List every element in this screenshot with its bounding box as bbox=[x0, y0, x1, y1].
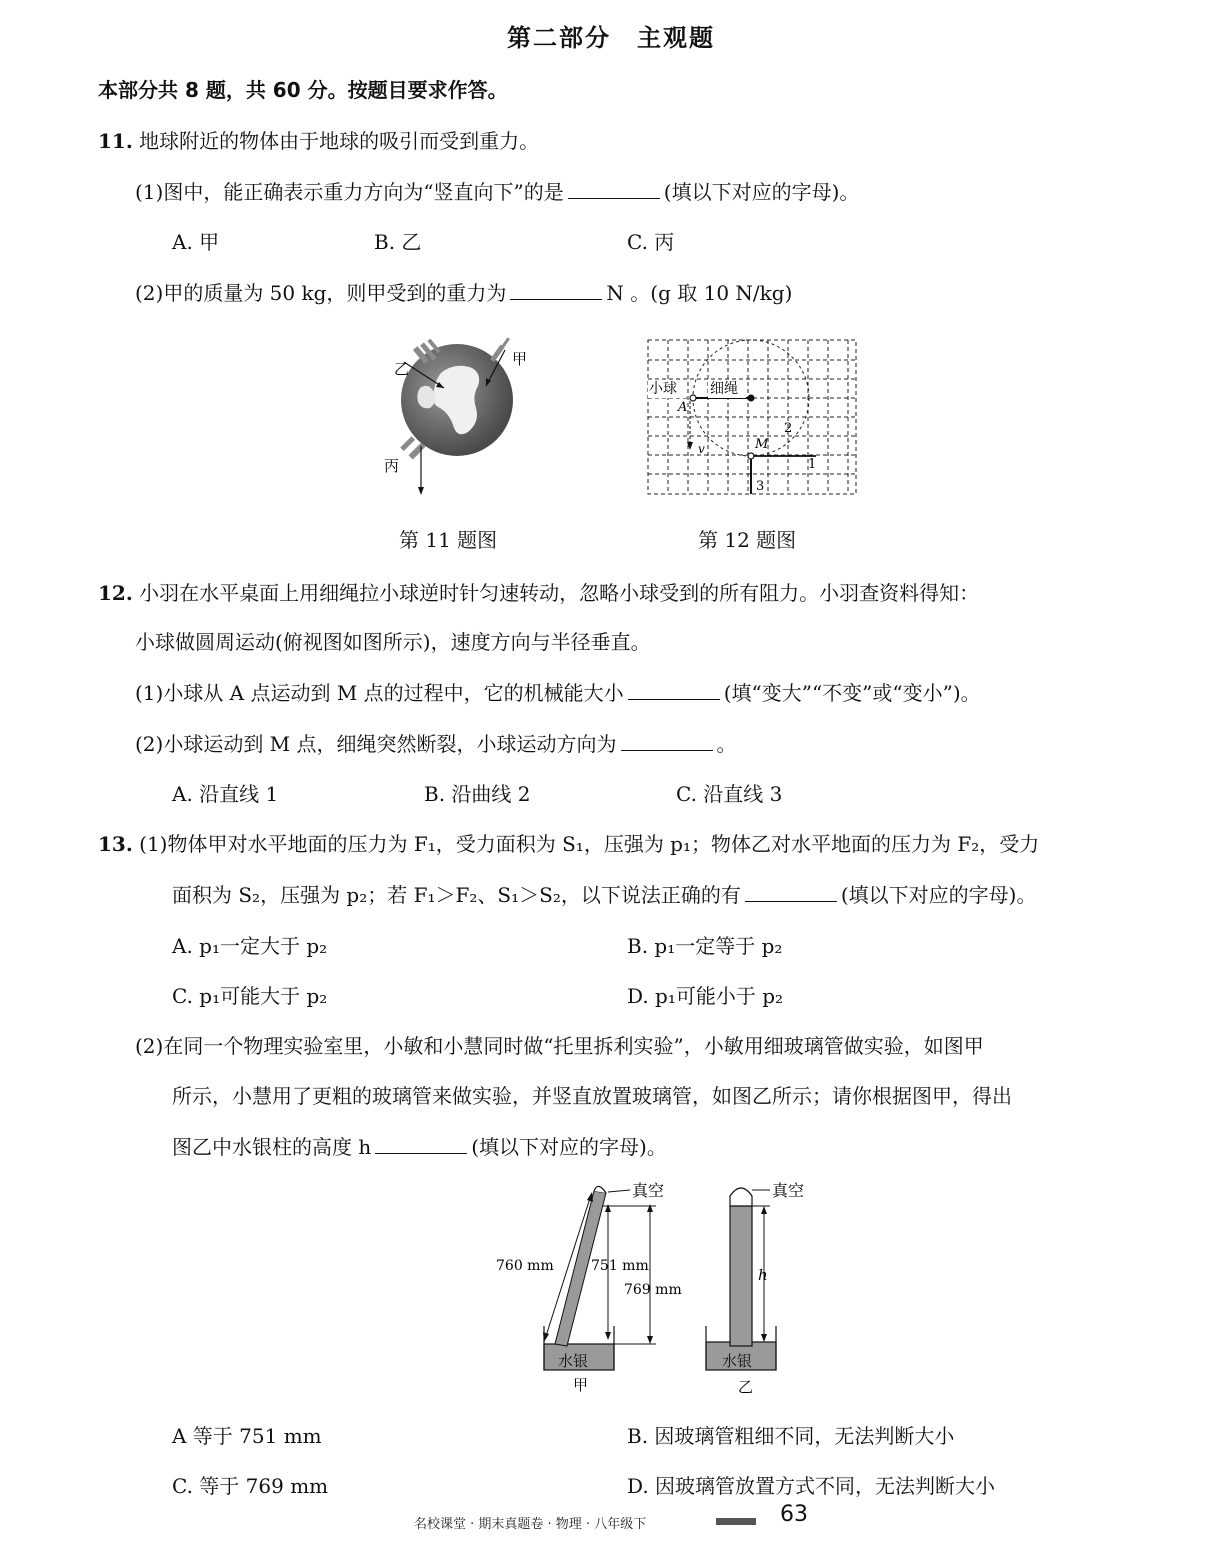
q13-part2-line3 bbox=[172, 1131, 667, 1160]
label-mercury-yi: 水银 bbox=[722, 1352, 753, 1370]
q13-part1-line2 bbox=[172, 879, 1036, 908]
q13-option1-b: B. p₁一定等于 p₂ bbox=[627, 934, 783, 958]
q11-option-c: C. 丙 bbox=[627, 230, 675, 254]
q13-option1-a: A. p₁一定大于 p₂ bbox=[172, 934, 328, 958]
label-mercury-jia: 水银 bbox=[558, 1352, 589, 1370]
q12-number: 12. bbox=[98, 581, 133, 605]
q13-option2-a: A 等于 751 mm bbox=[172, 1424, 322, 1448]
q11-part2 bbox=[135, 277, 792, 306]
section-intro: 本部分共 8 题，共 60 分。按题目要求作答。 bbox=[98, 78, 508, 102]
q11-part1-blank[interactable] bbox=[568, 180, 660, 199]
label-yi: 乙 bbox=[394, 360, 410, 378]
q13-option2-d: D. 因玻璃管放置方式不同，无法判断大小 bbox=[627, 1474, 996, 1498]
q13-option1-d: D. p₁可能小于 p₂ bbox=[627, 984, 784, 1008]
q13-option1-c: C. p₁可能大于 p₂ bbox=[172, 984, 328, 1008]
label-vacuum-jia: 真空 bbox=[632, 1181, 665, 1200]
label-ball: 小球 bbox=[649, 381, 677, 397]
q11-stem-text: 地球附近的物体由于地球的吸引而受到重力。 bbox=[139, 129, 540, 153]
q13-part2-line1: (2)在同一个物理实验室里，小敏和小慧同时做“托里拆利实验”，小敏用细玻璃管做实验，如图甲 bbox=[135, 1034, 984, 1058]
q12-option-a: A. 沿直线 1 bbox=[172, 782, 279, 806]
q12-stem-line2: 小球做圆周运动(俯视图如图所示)，速度方向与半径垂直。 bbox=[135, 630, 651, 654]
q13-part1-blank[interactable] bbox=[745, 883, 837, 902]
q11-earth-figure bbox=[370, 328, 540, 503]
q13-part2-blank[interactable] bbox=[375, 1135, 467, 1154]
q13-part1-line1 bbox=[98, 828, 1039, 857]
q12-option-b: B. 沿曲线 2 bbox=[424, 782, 531, 806]
publisher-logo bbox=[716, 1513, 756, 1527]
q13-part1-suffix: (填以下对应的字母)。 bbox=[840, 883, 1037, 907]
q12-part1-text: (1)小球从 A 点运动到 M 点的过程中，它的机械能大小 bbox=[135, 681, 624, 705]
q13-torricelli-figure bbox=[490, 1176, 820, 1396]
label-h: h bbox=[758, 1266, 768, 1284]
q11-option-a: A. 甲 bbox=[172, 230, 220, 254]
page-footer: 名校课堂 · 期末真题卷 · 物理 · 八年级下 bbox=[414, 1517, 647, 1532]
q12-part1-suffix: (填“变大”“不变”或“变小”)。 bbox=[723, 681, 981, 705]
q13-part2-suffix: (填以下对应的字母)。 bbox=[471, 1135, 667, 1159]
q13-part1-line2-text: 面积为 S₂，压强为 p₂；若 F₁＞F₂、S₁＞S₂，以下说法正确的有 bbox=[172, 883, 741, 907]
label-yi-fig: 乙 bbox=[738, 1378, 754, 1396]
point-m bbox=[748, 453, 754, 459]
q12-stem-line1 bbox=[98, 577, 979, 606]
q11-part1 bbox=[135, 176, 859, 205]
q11-part1-suffix: (填以下对应的字母)。 bbox=[663, 180, 860, 204]
label-curve-2: 2 bbox=[784, 421, 793, 436]
q11-stem bbox=[98, 125, 539, 154]
q11-part2-suffix: N 。(g 取 10 N/kg) bbox=[606, 281, 793, 305]
ball-at-a bbox=[690, 395, 696, 401]
q11-part1-text: (1)图中，能正确表示重力方向为“竖直向下”的是 bbox=[135, 180, 564, 204]
label-760: 760 mm bbox=[496, 1258, 554, 1274]
q13-option2-b: B. 因玻璃管粗细不同，无法判断大小 bbox=[627, 1424, 955, 1448]
label-rope: 细绳 bbox=[710, 381, 738, 397]
page-number: 63 bbox=[780, 1502, 808, 1527]
q12-stem-text: 小羽在水平桌面上用细绳拉小球逆时针匀速转动，忽略小球受到的所有阻力。小羽查资料得知： bbox=[139, 581, 980, 605]
q11-part2-blank[interactable] bbox=[510, 281, 602, 300]
q11-part2-text: (2)甲的质量为 50 kg，则甲受到的重力为 bbox=[135, 281, 507, 305]
label-jia: 甲 bbox=[512, 350, 528, 368]
label-769: 769 mm bbox=[624, 1282, 682, 1298]
q13-number: 13. bbox=[98, 832, 133, 856]
circle-center bbox=[748, 395, 755, 402]
q12-part2-blank[interactable] bbox=[621, 732, 713, 751]
tube-yi bbox=[730, 1206, 752, 1346]
q12-part1 bbox=[135, 677, 981, 706]
label-v: v bbox=[698, 442, 705, 456]
q11-figure-caption: 第 11 题图 bbox=[399, 528, 498, 552]
q12-part2-text: (2)小球运动到 M 点，细绳突然断裂，小球运动方向为 bbox=[135, 732, 617, 756]
label-bing: 丙 bbox=[384, 457, 400, 475]
label-line-3: 3 bbox=[756, 479, 765, 494]
q13-part2-line3-text: 图乙中水银柱的高度 h bbox=[172, 1135, 372, 1159]
q12-part2-suffix: 。 bbox=[716, 732, 737, 756]
q11-option-b: B. 乙 bbox=[374, 230, 422, 254]
q12-option-c: C. 沿直线 3 bbox=[676, 782, 783, 806]
q12-circle-figure bbox=[646, 338, 858, 498]
q13-part2-line2: 所示，小慧用了更粗的玻璃管来做实验，并竖直放置玻璃管，如图乙所示；请你根据图甲，得出 bbox=[172, 1084, 1012, 1108]
label-line-1: 1 bbox=[808, 457, 817, 472]
section-title: 第二部分 主观题 bbox=[507, 24, 715, 52]
q11-number: 11. bbox=[98, 129, 133, 153]
q13-part1-text: (1)物体甲对水平地面的压力为 F₁，受力面积为 S₁，压强为 p₁；物体乙对水平地面的压力为 F₂，受力 bbox=[139, 832, 1040, 856]
label-jia-fig: 甲 bbox=[573, 1376, 589, 1394]
q12-part2 bbox=[135, 728, 737, 757]
label-751: 751 mm bbox=[591, 1258, 649, 1274]
label-vacuum-yi: 真空 bbox=[772, 1181, 805, 1200]
label-a: A bbox=[678, 400, 688, 415]
label-m: M bbox=[755, 437, 769, 452]
q12-figure-caption: 第 12 题图 bbox=[698, 528, 797, 552]
q12-part1-blank[interactable] bbox=[628, 681, 720, 700]
q13-option2-c: C. 等于 769 mm bbox=[172, 1474, 329, 1498]
